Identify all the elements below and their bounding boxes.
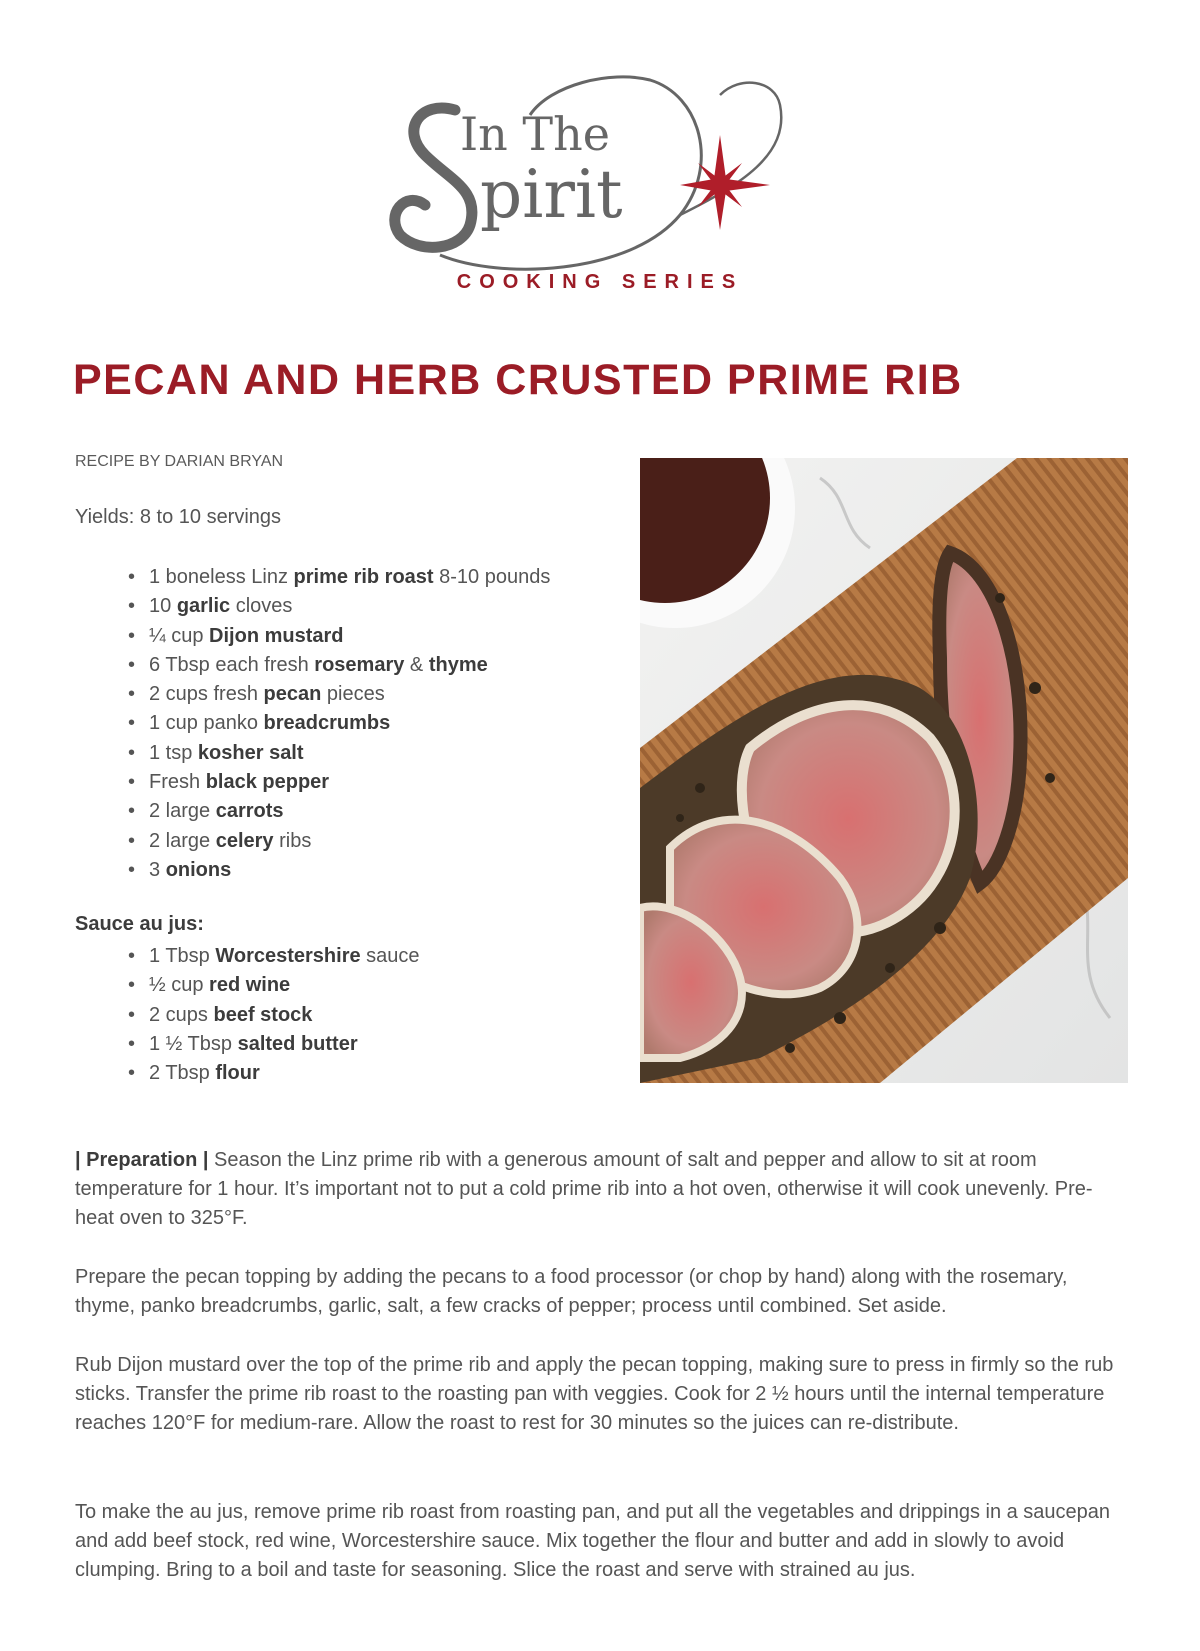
- recipe-yields: Yields: 8 to 10 servings: [75, 506, 282, 528]
- prime-rib-photo: [640, 458, 1128, 1083]
- sauce-ingredient-list: [128, 942, 420, 1088]
- list-item: • Fresh black pepper: [128, 768, 550, 797]
- list-item: • 6 Tbsp each fresh rosemary & thyme: [128, 651, 550, 680]
- list-item: • 10 garlic cloves: [128, 592, 550, 621]
- svg-text:pirit: pirit: [480, 156, 623, 233]
- list-item: • 1 cup panko breadcrumbs: [128, 709, 550, 738]
- list-item: • 2 large carrots: [128, 797, 550, 826]
- cooking-series-label: COOKING SERIES: [456, 271, 744, 293]
- list-item: • ¼ cup Dijon mustard: [128, 622, 550, 651]
- preparation-paragraph: Rub Dijon mustard over the top of the prime rib and apply the pecan topping, making sure to press in firmly so the rub sticks. Transfer the prime rib roast to the roasting pan with veggies. Cook for 2 ½ hours until the internal temperature reaches 120°F for medium-rare. Allow the roast to rest for 30 minutes so the juices can re-distribute.: [75, 1354, 1114, 1434]
- list-item: • ½ cup red wine: [128, 971, 420, 1000]
- list-item: • 3 onions: [128, 856, 550, 885]
- list-item: • 2 large celery ribs: [128, 827, 550, 856]
- preparation-label: | Preparation |: [75, 1149, 209, 1171]
- list-item: • 2 cups beef stock: [128, 1001, 420, 1030]
- list-item: • 1 tsp kosher salt: [128, 739, 550, 768]
- list-item: • 1 boneless Linz prime rib roast 8-10 pounds: [128, 563, 550, 592]
- svg-text:In The: In The: [460, 107, 610, 161]
- list-item: • 2 Tbsp flour: [128, 1059, 420, 1088]
- list-item: • 1 ½ Tbsp salted butter: [128, 1030, 420, 1059]
- list-item: • 2 cups fresh pecan pieces: [128, 680, 550, 709]
- in-the-spirit-logo: [380, 65, 830, 305]
- recipe-title: PECAN AND HERB CRUSTED PRIME RIB: [73, 356, 963, 404]
- preparation-paragraph: Prepare the pecan topping by adding the pecans to a food processor (or chop by hand) along with the rosemary, thyme, panko breadcrumbs, garlic, salt, a few cracks of pepper; process until combined. Set aside.: [75, 1266, 1068, 1317]
- preparation-paragraph: | Preparation | Season the Linz prime rib with a generous amount of salt and pepper and allow to sit at room temperature for 1 hour. It’s important not to put a cold prime rib into a hot oven, otherwise it will cook unevenly. Pre-heat oven to 325°F.: [75, 1149, 1093, 1229]
- recipe-byline: RECIPE BY DARIAN BRYAN: [75, 453, 284, 470]
- preparation-paragraph: To make the au jus, remove prime rib roast from roasting pan, and put all the vegetables and drippings in a saucepan and add beef stock, red wine, Worcestershire sauce. Mix together the flour and butter and add in slowly to avoid clumping. Bring to a boil and taste for seasoning. Slice the roast and serve with strained au jus.: [75, 1501, 1111, 1581]
- ingredient-list: [128, 563, 550, 885]
- list-item: • 1 Tbsp Worcestershire sauce: [128, 942, 420, 971]
- sauce-heading: Sauce au jus:: [75, 913, 204, 935]
